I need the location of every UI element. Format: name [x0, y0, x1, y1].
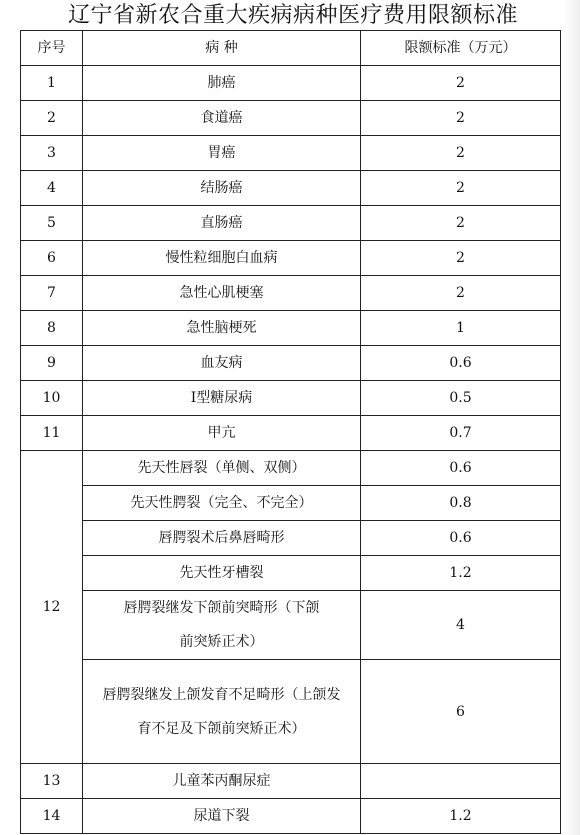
table-row [21, 764, 561, 799]
page-edge-shadow [564, 0, 580, 835]
row-limit: 2 [361, 276, 561, 311]
row-disease: 血友病 [83, 346, 361, 381]
table-row [21, 591, 561, 660]
table-row [21, 66, 561, 101]
row-limit: 0.6 [361, 521, 561, 556]
row-limit: 0.6 [361, 346, 561, 381]
row-disease: 儿童苯丙酮尿症 [83, 764, 361, 799]
table-row [21, 660, 561, 764]
row-limit: 2 [361, 66, 561, 101]
row-limit: 2 [361, 136, 561, 171]
row-limit [361, 764, 561, 799]
table-header-row [21, 31, 561, 66]
table-row [21, 311, 561, 346]
table-row [21, 101, 561, 136]
row-disease: 先天性腭裂（完全、不完全） [83, 486, 361, 521]
table-row [21, 799, 561, 834]
row-limit: 2 [361, 206, 561, 241]
table-row [21, 451, 561, 486]
row-num: 5 [21, 206, 83, 241]
row-num: 1 [21, 66, 83, 101]
row-disease: 甲亢 [83, 416, 361, 451]
row-num: 13 [21, 764, 83, 799]
row-limit: 0.5 [361, 381, 561, 416]
row-num: 10 [21, 381, 83, 416]
row-num: 4 [21, 171, 83, 206]
row-limit: 1.2 [361, 799, 561, 834]
row-limit: 1 [361, 311, 561, 346]
row-limit: 6 [361, 660, 561, 764]
row-limit: 2 [361, 101, 561, 136]
row-num: 2 [21, 101, 83, 136]
table-row [21, 381, 561, 416]
table-row [21, 346, 561, 381]
row-disease: 先天性牙槽裂 [83, 556, 361, 591]
row-disease: 肺癌 [83, 66, 361, 101]
table-row [21, 276, 561, 311]
row-disease: 唇腭裂继发下颌前突畸形（下颌前突矫正术） [83, 591, 361, 660]
table-row [21, 521, 561, 556]
row-num: 3 [21, 136, 83, 171]
document-title: 辽宁省新农合重大疾病病种医疗费用限额标准 [68, 3, 519, 28]
row-disease: I型糖尿病 [83, 381, 361, 416]
table-row [21, 206, 561, 241]
row-num: 8 [21, 311, 83, 346]
row-limit: 2 [361, 171, 561, 206]
row-num: 14 [21, 799, 83, 834]
row-num: 6 [21, 241, 83, 276]
row-disease: 胃癌 [83, 136, 361, 171]
header-num: 序号 [21, 31, 83, 66]
header-disease: 病 种 [83, 31, 361, 66]
row-limit: 0.6 [361, 451, 561, 486]
table-row [21, 171, 561, 206]
row-disease: 慢性粒细胞白血病 [83, 241, 361, 276]
row-disease: 先天性唇裂（单侧、双侧） [83, 451, 361, 486]
table-row [21, 241, 561, 276]
row-num: 9 [21, 346, 83, 381]
row-limit: 4 [361, 591, 561, 660]
row-disease: 直肠癌 [83, 206, 361, 241]
table-row [21, 486, 561, 521]
disease-limit-table [20, 30, 561, 834]
row-limit: 0.7 [361, 416, 561, 451]
row-disease: 急性脑梗死 [83, 311, 361, 346]
row-limit: 1.2 [361, 556, 561, 591]
row-disease: 尿道下裂 [83, 799, 361, 834]
table-row [21, 136, 561, 171]
row-disease: 急性心肌梗塞 [83, 276, 361, 311]
row-limit: 2 [361, 241, 561, 276]
table-row [21, 416, 561, 451]
row-num: 7 [21, 276, 83, 311]
row-disease: 唇腭裂术后鼻唇畸形 [83, 521, 361, 556]
header-limit: 限额标准（万元） [361, 31, 561, 66]
row-disease: 唇腭裂继发上颌发育不足畸形（上颌发育不足及下颌前突矫正术） [83, 660, 361, 764]
row-limit: 0.8 [361, 486, 561, 521]
table-row [21, 556, 561, 591]
row-num: 11 [21, 416, 83, 451]
row-disease: 食道癌 [83, 101, 361, 136]
row-disease: 结肠癌 [83, 171, 361, 206]
group12-num: 12 [21, 451, 83, 764]
